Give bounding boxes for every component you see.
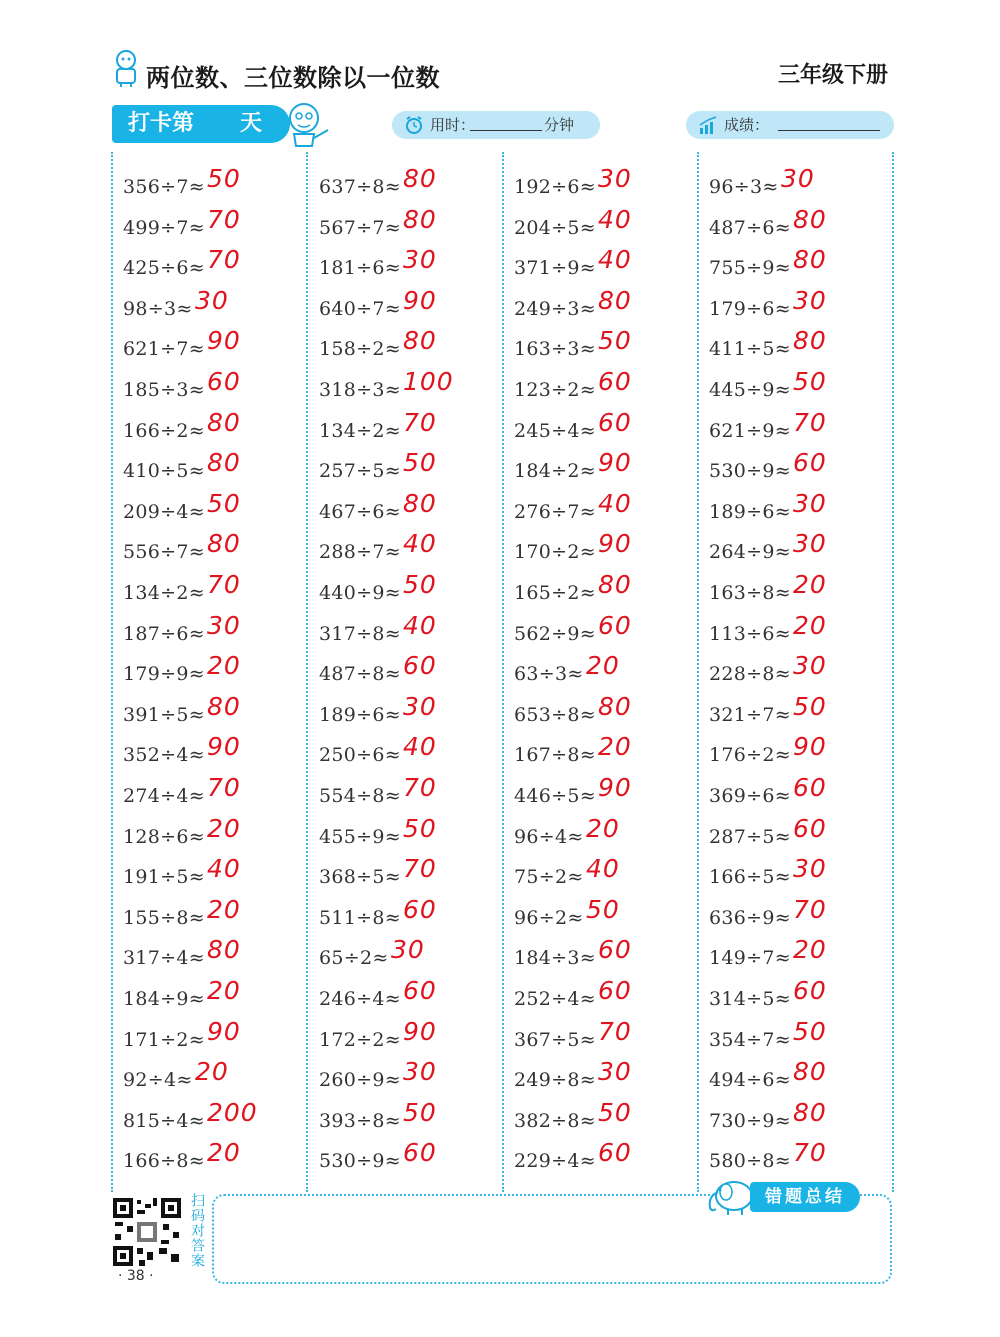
problem-expression: 250÷6≈ [319, 744, 401, 767]
problem-expression: 318÷3≈ [319, 379, 401, 401]
handwritten-answer: 90 [598, 448, 632, 478]
score-label: 成绩： [724, 116, 770, 134]
handwritten-answer: 40 [598, 245, 632, 275]
problem-expression: 354÷7≈ [709, 1028, 791, 1051]
handwritten-answer: 90 [403, 285, 437, 315]
problem-expression: 391÷5≈ [123, 703, 205, 726]
handwritten-answer: 60 [598, 367, 632, 396]
problem-expression: 189÷6≈ [709, 500, 791, 523]
handwritten-answer: 20 [586, 651, 620, 681]
handwritten-answer: 30 [793, 285, 827, 315]
handwritten-answer: 80 [793, 326, 827, 356]
handwritten-answer: 20 [207, 813, 241, 843]
problem-expression: 155÷8≈ [123, 906, 205, 929]
handwritten-answer: 90 [598, 529, 632, 559]
problem-expression: 621÷9≈ [709, 419, 791, 442]
checkin-suffix: 天 [240, 111, 263, 136]
handwritten-answer: 30 [403, 691, 437, 721]
problem-expression: 184÷3≈ [514, 947, 596, 970]
problem-expression: 530÷9≈ [709, 460, 791, 483]
problem-expression: 96÷3≈ [709, 176, 779, 198]
problem-expression: 556÷7≈ [123, 541, 205, 564]
score-field [686, 111, 894, 139]
problem-expression: 185÷3≈ [123, 379, 205, 401]
handwritten-answer: 50 [403, 1097, 437, 1127]
problem-expression: 487÷6≈ [709, 216, 791, 239]
handwritten-answer: 80 [598, 285, 632, 315]
handwritten-answer: 80 [598, 570, 632, 599]
handwritten-answer: 70 [793, 894, 827, 924]
problem-expression: 260÷9≈ [319, 1069, 401, 1092]
problem-expression: 123÷2≈ [514, 379, 596, 401]
problem-expression: 134÷2≈ [319, 419, 401, 442]
score-input-line[interactable] [778, 130, 880, 131]
handwritten-answer: 20 [793, 570, 827, 599]
handwritten-answer: 80 [793, 245, 827, 275]
problem-expression: 249÷8≈ [514, 1069, 596, 1092]
handwritten-answer: 90 [207, 326, 241, 356]
handwritten-answer: 50 [403, 813, 437, 843]
problem-expression: 246÷4≈ [319, 988, 401, 1010]
problem-expression: 637÷8≈ [319, 176, 401, 198]
handwritten-answer: 40 [403, 529, 437, 559]
handwritten-answer: 80 [207, 691, 241, 721]
handwritten-answer: 60 [598, 610, 632, 640]
handwritten-answer: 40 [598, 204, 632, 234]
problem-expression: 167÷8≈ [514, 744, 596, 767]
handwritten-answer: 70 [207, 570, 241, 599]
problem-expression: 189÷6≈ [319, 703, 401, 726]
problem-expression: 192÷6≈ [514, 176, 596, 198]
handwritten-answer: 60 [207, 367, 241, 396]
problem-expression: 158÷2≈ [319, 338, 401, 361]
time-field [392, 111, 600, 139]
alarm-clock-icon [404, 115, 424, 135]
checkin-banner [112, 105, 290, 143]
problem-expression: 636÷9≈ [709, 906, 791, 929]
problem-expression: 165÷2≈ [514, 582, 596, 604]
problem-expression: 181÷6≈ [319, 257, 401, 280]
problem-expression: 425÷6≈ [123, 257, 205, 280]
problem-expression: 446÷5≈ [514, 785, 596, 807]
problem-expression: 252÷4≈ [514, 988, 596, 1010]
handwritten-answer: 20 [586, 813, 620, 843]
handwritten-answer: 60 [403, 894, 437, 924]
handwritten-answer: 50 [598, 326, 632, 356]
handwritten-answer: 20 [195, 1057, 229, 1087]
problem-expression: 410÷5≈ [123, 460, 205, 483]
handwritten-answer: 30 [598, 1057, 632, 1087]
handwritten-answer: 70 [598, 1016, 632, 1046]
problem-column-4 [697, 152, 890, 1192]
handwritten-answer: 20 [598, 732, 632, 762]
problem-expression: 228÷8≈ [709, 663, 791, 686]
handwritten-answer: 60 [793, 976, 827, 1005]
handwritten-answer: 100 [403, 367, 454, 396]
handwritten-answer: 70 [207, 773, 241, 802]
handwritten-answer: 80 [207, 935, 241, 965]
problem-expression: 621÷7≈ [123, 338, 205, 361]
problem-expression: 163÷3≈ [514, 338, 596, 361]
problem-expression: 455÷9≈ [319, 825, 401, 848]
handwritten-answer: 20 [793, 610, 827, 640]
problem-expression: 179÷6≈ [709, 297, 791, 320]
problem-expression: 511÷8≈ [319, 906, 401, 929]
problem-expression: 567÷7≈ [319, 216, 401, 239]
handwritten-answer: 70 [793, 407, 827, 437]
handwritten-answer: 50 [207, 164, 241, 193]
handwritten-answer: 60 [403, 651, 437, 681]
handwritten-answer: 50 [207, 488, 241, 518]
problem-expression: 321÷7≈ [709, 703, 791, 726]
handwritten-answer: 80 [793, 204, 827, 234]
handwritten-answer: 50 [586, 894, 620, 924]
problem-expression: 494÷6≈ [709, 1069, 791, 1092]
handwritten-answer: 80 [403, 204, 437, 234]
problem-expression: 499÷7≈ [123, 216, 205, 239]
page-number: · 38 · [118, 1268, 154, 1284]
problem-expression: 113÷6≈ [709, 622, 791, 645]
problem-expression: 440÷9≈ [319, 582, 401, 604]
handwritten-answer: 80 [207, 448, 241, 478]
handwritten-answer: 70 [793, 1138, 827, 1168]
handwritten-answer: 50 [793, 691, 827, 721]
problem-expression: 134÷2≈ [123, 582, 205, 604]
handwritten-answer: 60 [403, 1138, 437, 1168]
problem-column-3 [502, 152, 695, 1192]
qr-code[interactable] [111, 1196, 183, 1268]
handwritten-answer: 80 [207, 407, 241, 437]
problem-expression: 245÷4≈ [514, 419, 596, 442]
problem-column-2 [307, 152, 500, 1192]
handwritten-answer: 40 [598, 488, 632, 518]
handwritten-answer: 20 [207, 894, 241, 924]
handwritten-answer: 30 [207, 610, 241, 640]
handwritten-answer: 60 [598, 935, 632, 965]
handwritten-answer: 90 [207, 732, 241, 762]
problem-expression: 65÷2≈ [319, 947, 389, 970]
handwritten-answer: 20 [207, 976, 241, 1005]
handwritten-answer: 30 [793, 529, 827, 559]
handwritten-answer: 30 [598, 164, 632, 193]
column-divider [892, 152, 894, 1192]
time-input-line[interactable] [470, 130, 542, 131]
handwritten-answer: 90 [207, 1016, 241, 1046]
time-label: 用时： [430, 116, 476, 134]
handwritten-answer: 60 [403, 976, 437, 1005]
problem-expression: 352÷4≈ [123, 744, 205, 767]
problem-expression: 209÷4≈ [123, 500, 205, 523]
problem-expression: 368÷5≈ [319, 866, 401, 889]
handwritten-answer: 50 [403, 570, 437, 599]
handwritten-answer: 50 [793, 1016, 827, 1046]
problem-expression: 445÷9≈ [709, 379, 791, 401]
handwritten-answer: 30 [391, 935, 425, 965]
problem-expression: 653÷8≈ [514, 703, 596, 726]
problem-expression: 163÷8≈ [709, 582, 791, 604]
problem-expression: 249÷3≈ [514, 297, 596, 320]
handwritten-answer: 80 [793, 1057, 827, 1087]
handwritten-answer: 60 [793, 448, 827, 478]
handwritten-answer: 50 [403, 448, 437, 478]
time-unit: 分钟 [544, 116, 575, 134]
handwritten-answer: 80 [403, 488, 437, 518]
problem-expression: 229÷4≈ [514, 1150, 596, 1173]
problem-expression: 257÷5≈ [319, 460, 401, 483]
chart-icon [698, 115, 720, 135]
handwritten-answer: 70 [403, 854, 437, 884]
problem-expression: 128÷6≈ [123, 825, 205, 848]
handwritten-answer: 40 [207, 854, 241, 884]
problem-expression: 191÷5≈ [123, 866, 205, 889]
problem-expression: 176÷2≈ [709, 744, 791, 767]
handwritten-answer: 20 [207, 651, 241, 681]
handwritten-answer: 90 [403, 1016, 437, 1046]
header-mascot-icon [108, 48, 144, 88]
problem-expression: 276÷7≈ [514, 500, 596, 523]
handwritten-answer: 80 [598, 691, 632, 721]
handwritten-answer: 30 [793, 651, 827, 681]
problem-expression: 166÷2≈ [123, 419, 205, 442]
problem-expression: 382÷8≈ [514, 1109, 596, 1132]
handwritten-answer: 60 [793, 773, 827, 802]
problem-expression: 166÷8≈ [123, 1150, 205, 1173]
scan-for-answers-text: 扫码对答案 [189, 1193, 205, 1268]
handwritten-answer: 80 [403, 326, 437, 356]
handwritten-answer: 30 [781, 164, 815, 193]
handwritten-answer: 80 [207, 529, 241, 559]
handwritten-answer: 80 [403, 164, 437, 193]
handwritten-answer: 30 [793, 488, 827, 518]
handwritten-answer: 40 [403, 610, 437, 640]
handwritten-answer: 30 [195, 285, 229, 315]
handwritten-answer: 90 [598, 773, 632, 802]
handwritten-answer: 60 [598, 1138, 632, 1168]
problem-expression: 317÷8≈ [319, 622, 401, 645]
handwritten-answer: 30 [403, 245, 437, 275]
problem-expression: 411÷5≈ [709, 338, 791, 361]
problem-column-1 [111, 152, 304, 1192]
problem-expression: 187÷6≈ [123, 622, 205, 645]
problem-expression: 96÷4≈ [514, 825, 584, 848]
problem-expression: 530÷9≈ [319, 1150, 401, 1173]
grade-label: 三年级下册 [777, 63, 888, 88]
checkin-prefix: 打卡第 [128, 111, 195, 136]
handwritten-answer: 70 [207, 204, 241, 234]
problem-expression: 640÷7≈ [319, 297, 401, 320]
problem-expression: 179÷9≈ [123, 663, 205, 686]
handwritten-answer: 40 [586, 854, 620, 884]
problem-expression: 149÷7≈ [709, 947, 791, 970]
handwritten-answer: 60 [793, 813, 827, 843]
handwritten-answer: 70 [403, 773, 437, 802]
problem-expression: 815÷4≈ [123, 1109, 205, 1132]
problem-expression: 170÷2≈ [514, 541, 596, 564]
handwritten-answer: 60 [598, 976, 632, 1005]
problem-expression: 356÷7≈ [123, 176, 205, 198]
problem-expression: 204÷5≈ [514, 216, 596, 239]
problem-expression: 287÷5≈ [709, 825, 791, 848]
problem-expression: 172÷2≈ [319, 1028, 401, 1051]
handwritten-answer: 70 [207, 245, 241, 275]
problem-expression: 63÷3≈ [514, 663, 584, 686]
page-title: 两位数、三位数除以一位数 [146, 64, 440, 92]
problem-expression: 467÷6≈ [319, 500, 401, 523]
handwritten-answer: 30 [793, 854, 827, 884]
problem-expression: 562÷9≈ [514, 622, 596, 645]
problem-expression: 580÷8≈ [709, 1150, 791, 1173]
problem-expression: 371÷9≈ [514, 257, 596, 280]
problem-expression: 92÷4≈ [123, 1069, 193, 1092]
handwritten-answer: 50 [598, 1097, 632, 1127]
handwritten-answer: 200 [207, 1097, 258, 1127]
problem-expression: 75÷2≈ [514, 866, 584, 889]
problem-expression: 184÷9≈ [123, 988, 205, 1010]
error-summary-label: 错题总结 [750, 1182, 860, 1212]
problem-expression: 171÷2≈ [123, 1028, 205, 1051]
problem-expression: 184÷2≈ [514, 460, 596, 483]
problem-expression: 264÷9≈ [709, 541, 791, 564]
handwritten-answer: 60 [598, 407, 632, 437]
problem-expression: 755÷9≈ [709, 257, 791, 280]
problem-expression: 98÷3≈ [123, 297, 193, 320]
problem-expression: 730÷9≈ [709, 1109, 791, 1132]
handwritten-answer: 50 [793, 367, 827, 396]
problem-expression: 554÷8≈ [319, 785, 401, 807]
problem-expression: 317÷4≈ [123, 947, 205, 970]
problem-expression: 369÷6≈ [709, 785, 791, 807]
problem-expression: 393÷8≈ [319, 1109, 401, 1132]
handwritten-answer: 70 [403, 407, 437, 437]
problem-expression: 96÷2≈ [514, 906, 584, 929]
problem-expression: 274÷4≈ [123, 785, 205, 807]
problem-expression: 166÷5≈ [709, 866, 791, 889]
mascot-icon [280, 98, 332, 148]
handwritten-answer: 80 [793, 1097, 827, 1127]
handwritten-answer: 20 [793, 935, 827, 965]
handwritten-answer: 90 [793, 732, 827, 762]
problem-expression: 487÷8≈ [319, 663, 401, 686]
problem-expression: 288÷7≈ [319, 541, 401, 564]
problem-expression: 367÷5≈ [514, 1028, 596, 1051]
handwritten-answer: 20 [207, 1138, 241, 1168]
handwritten-answer: 40 [403, 732, 437, 762]
problem-expression: 314÷5≈ [709, 988, 791, 1010]
handwritten-answer: 30 [403, 1057, 437, 1087]
